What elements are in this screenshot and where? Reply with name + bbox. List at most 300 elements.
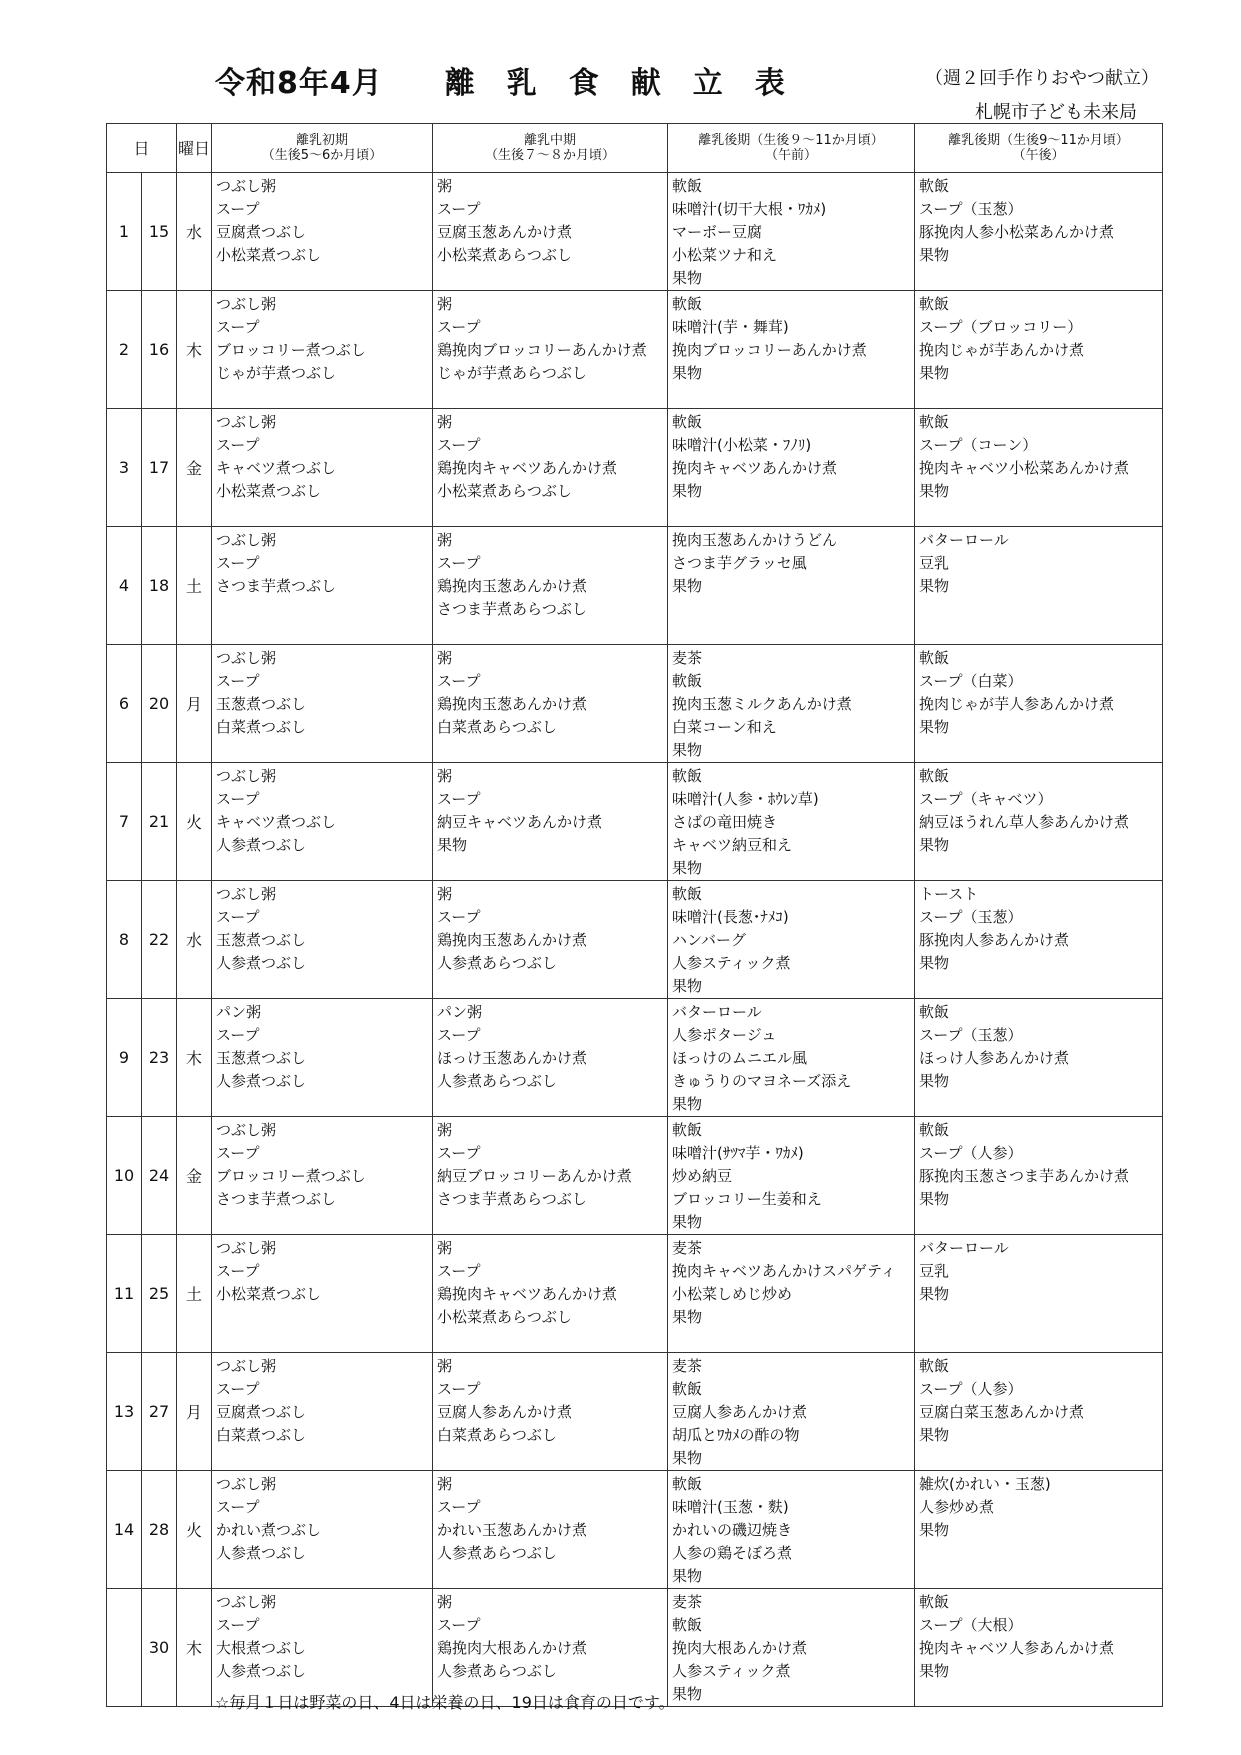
- menu-cell-late-am: [668, 999, 915, 1117]
- menu-item: 鶏挽肉キャベツあんかけ煮: [437, 459, 618, 477]
- row-weekday: 火: [177, 1471, 212, 1589]
- menu-item: じゃが芋煮つぶし: [216, 364, 337, 382]
- table-row: [107, 1117, 1163, 1235]
- menu-cell-late-pm: [915, 527, 1163, 645]
- menu-item: 鶏挽肉ブロッコリーあんかけ煮: [437, 341, 647, 359]
- menu-item: 鶏挽肉キャベツあんかけ煮: [437, 1285, 618, 1303]
- header-late-pm: [915, 124, 1163, 173]
- row-weekday: 金: [177, 1117, 212, 1235]
- menu-item: ほっけ人参あんかけ煮: [919, 1049, 1070, 1067]
- menu-item: スープ（コーン）: [919, 436, 1038, 454]
- menu-item: 味噌汁(長葱･ﾅﾒｺ): [672, 908, 789, 926]
- menu-item: パン粥: [216, 1003, 262, 1021]
- menu-cell-late-am: [668, 173, 915, 291]
- menu-item: スープ: [437, 436, 481, 454]
- menu-cell-early: [212, 645, 433, 763]
- menu-item: 果物: [919, 1190, 950, 1208]
- menu-item: 果物: [919, 1521, 950, 1539]
- row-weekday: 土: [177, 1235, 212, 1353]
- menu-item: 人参煮あらつぶし: [437, 1662, 557, 1680]
- menu-item: 粥: [437, 1593, 453, 1611]
- menu-item: 玉葱煮つぶし: [216, 931, 307, 949]
- menu-item: 軟飯: [672, 672, 703, 690]
- menu-item: 軟飯: [672, 295, 703, 313]
- row-number: 2: [107, 291, 142, 409]
- menu-item: 人参スティック煮: [672, 954, 791, 972]
- menu-item: 軟飯: [919, 295, 950, 313]
- menu-item: スープ: [437, 1498, 481, 1516]
- menu-item: マーボー豆腐: [672, 223, 763, 241]
- menu-item: 果物: [672, 977, 703, 995]
- menu-cell-early: [212, 1589, 433, 1707]
- menu-item: 鶏挽肉玉葱あんかけ煮: [437, 931, 588, 949]
- menu-item: さつま芋煮つぶし: [216, 577, 337, 595]
- menu-item: 人参煮あらつぶし: [437, 1072, 557, 1090]
- menu-item: バターロール: [919, 1239, 1009, 1257]
- menu-table: [106, 123, 1163, 1707]
- menu-item: 軟飯: [919, 413, 950, 431]
- menu-item: スープ（玉葱）: [919, 908, 1023, 926]
- menu-item: 挽肉玉葱ミルクあんかけ煮: [672, 695, 852, 713]
- menu-item: 雑炊(かれい・玉葱): [919, 1475, 1051, 1493]
- row-date: 17: [142, 409, 177, 527]
- page-title: 令和8年4月 離 乳 食 献 立 表: [215, 66, 786, 101]
- menu-item: 人参ポタージュ: [672, 1026, 777, 1044]
- table-row: [107, 527, 1163, 645]
- menu-cell-middle: [433, 1353, 668, 1471]
- row-number: [107, 1589, 142, 1707]
- menu-item: 軟飯: [672, 413, 703, 431]
- menu-item: スープ: [437, 1262, 481, 1280]
- menu-item: スープ: [216, 1026, 260, 1044]
- header-late-pm-title: 離乳後期（生後9～11か月頃）: [948, 133, 1129, 148]
- menu-item: 豚挽肉人参小松菜あんかけ煮: [919, 223, 1115, 241]
- menu-item: 粥: [437, 413, 453, 431]
- menu-item: つぶし粥: [216, 1121, 277, 1139]
- row-weekday: 木: [177, 291, 212, 409]
- menu-item: つぶし粥: [216, 1357, 277, 1375]
- menu-item: スープ（ブロッコリー）: [919, 318, 1083, 336]
- menu-item: 味噌汁(玉葱・麩): [672, 1498, 789, 1516]
- menu-item: 挽肉キャベツ小松菜あんかけ煮: [919, 459, 1130, 477]
- menu-item: 粥: [437, 885, 453, 903]
- menu-item: 人参スティック煮: [672, 1662, 791, 1680]
- row-number: 7: [107, 763, 142, 881]
- menu-item: 軟飯: [672, 1121, 703, 1139]
- menu-item: スープ: [216, 436, 260, 454]
- menu-item: 挽肉大根あんかけ煮: [672, 1639, 808, 1657]
- menu-item: スープ: [216, 672, 260, 690]
- table-row: [107, 1235, 1163, 1353]
- menu-item: 豚挽肉人参あんかけ煮: [919, 931, 1070, 949]
- menu-item: 果物: [672, 1567, 703, 1585]
- menu-cell-middle: [433, 645, 668, 763]
- menu-item: 軟飯: [672, 177, 703, 195]
- row-number: 6: [107, 645, 142, 763]
- menu-item: 果物: [672, 1449, 703, 1467]
- menu-item: ほっけのムニエル風: [672, 1049, 808, 1067]
- menu-item: つぶし粥: [216, 295, 277, 313]
- menu-item: 納豆キャベツあんかけ煮: [437, 813, 603, 831]
- menu-item: 粥: [437, 295, 453, 313]
- menu-item: 豆腐人参あんかけ煮: [672, 1403, 808, 1421]
- menu-item: 果物: [919, 577, 950, 595]
- menu-item: きゅうりのマヨネーズ添え: [672, 1072, 852, 1090]
- menu-cell-middle: [433, 1235, 668, 1353]
- menu-item: 麦茶: [672, 1357, 703, 1375]
- row-weekday: 水: [177, 881, 212, 999]
- menu-item: 人参煮つぶし: [216, 836, 307, 854]
- menu-item: 挽肉玉葱あんかけうどん: [672, 531, 838, 549]
- header-early: [212, 124, 433, 173]
- menu-cell-middle: [433, 763, 668, 881]
- menu-item: 挽肉ブロッコリーあんかけ煮: [672, 341, 867, 359]
- table-row: [107, 1353, 1163, 1471]
- menu-item: 胡瓜とﾜｶﾒの酢の物: [672, 1426, 800, 1444]
- menu-item: 軟飯: [919, 177, 950, 195]
- menu-item: スープ: [216, 200, 260, 218]
- menu-item: つぶし粥: [216, 767, 277, 785]
- menu-item: 人参煮つぶし: [216, 1072, 307, 1090]
- menu-item: 果物: [919, 836, 950, 854]
- menu-cell-early: [212, 291, 433, 409]
- menu-item: 麦茶: [672, 1593, 703, 1611]
- menu-item: 豆乳: [919, 1262, 950, 1280]
- header-row: [107, 124, 1163, 173]
- row-weekday: 火: [177, 763, 212, 881]
- menu-cell-early: [212, 1353, 433, 1471]
- menu-item: かれい煮つぶし: [216, 1521, 322, 1539]
- menu-item: スープ: [216, 1380, 260, 1398]
- menu-cell-late-am: [668, 527, 915, 645]
- menu-item: 小松菜ツナ和え: [672, 246, 778, 264]
- menu-cell-late-am: [668, 763, 915, 881]
- menu-item: 軟飯: [919, 1121, 950, 1139]
- menu-cell-early: [212, 881, 433, 999]
- menu-item: キャベツ納豆和え: [672, 836, 793, 854]
- table-row: [107, 173, 1163, 291]
- menu-cell-early: [212, 173, 433, 291]
- menu-cell-late-am: [668, 409, 915, 527]
- table-row: [107, 645, 1163, 763]
- menu-cell-late-pm: [915, 1589, 1163, 1707]
- row-weekday: 金: [177, 409, 212, 527]
- menu-item: さつま芋煮つぶし: [216, 1190, 337, 1208]
- menu-item: 小松菜煮つぶし: [216, 1285, 322, 1303]
- table-row: [107, 763, 1163, 881]
- menu-item: つぶし粥: [216, 1593, 277, 1611]
- menu-item: 軟飯: [919, 1357, 950, 1375]
- menu-item: 麦茶: [672, 649, 703, 667]
- menu-item: スープ: [216, 318, 260, 336]
- menu-item: 白菜煮つぶし: [216, 1426, 307, 1444]
- menu-item: スープ: [216, 790, 260, 808]
- header-late-am: [668, 124, 915, 173]
- menu-item: 味噌汁(切干大根・ﾜｶﾒ): [672, 200, 827, 218]
- header-late-am-title: 離乳後期（生後９～11か月頃）: [698, 133, 884, 148]
- menu-item: つぶし粥: [216, 1239, 277, 1257]
- menu-item: 豆乳: [919, 554, 950, 572]
- menu-item: スープ（人参）: [919, 1144, 1023, 1162]
- header-early-age: （生後5～6か月頃）: [261, 148, 383, 163]
- menu-cell-late-pm: [915, 1353, 1163, 1471]
- menu-item: スープ: [216, 1498, 260, 1516]
- menu-item: 軟飯: [672, 1475, 703, 1493]
- table-row: [107, 291, 1163, 409]
- menu-item: 炒め納豆: [672, 1167, 733, 1185]
- row-number: 4: [107, 527, 142, 645]
- menu-note: （週２回手作りおやつ献立）: [925, 68, 1159, 89]
- row-weekday: 土: [177, 527, 212, 645]
- row-date: 24: [142, 1117, 177, 1235]
- menu-item: 豚挽肉玉葱さつま芋あんかけ煮: [919, 1167, 1130, 1185]
- menu-item: スープ（玉葱）: [919, 200, 1023, 218]
- menu-cell-late-am: [668, 1471, 915, 1589]
- menu-item: 人参煮あらつぶし: [437, 954, 557, 972]
- menu-item: 鶏挽肉玉葱あんかけ煮: [437, 577, 588, 595]
- menu-item: スープ: [437, 554, 481, 572]
- menu-cell-late-pm: [915, 1471, 1163, 1589]
- row-number: 10: [107, 1117, 142, 1235]
- menu-item: 果物: [919, 246, 950, 264]
- menu-item: 果物: [672, 741, 703, 759]
- menu-item: スープ: [437, 1616, 481, 1634]
- menu-cell-late-pm: [915, 645, 1163, 763]
- menu-item: 玉葱煮つぶし: [216, 1049, 307, 1067]
- menu-item: 人参の鶏そぼろ煮: [672, 1544, 793, 1562]
- menu-item: バターロール: [672, 1003, 762, 1021]
- table-row: [107, 1589, 1163, 1707]
- menu-item: スープ（玉葱）: [919, 1026, 1023, 1044]
- menu-cell-early: [212, 1235, 433, 1353]
- menu-item: スープ（大根）: [919, 1616, 1023, 1634]
- menu-item: 豆腐玉葱あんかけ煮: [437, 223, 573, 241]
- menu-item: 人参煮あらつぶし: [437, 1544, 557, 1562]
- menu-item: 果物: [437, 836, 468, 854]
- menu-item: 小松菜煮つぶし: [216, 482, 322, 500]
- menu-item: スープ（白菜）: [919, 672, 1023, 690]
- menu-item: 果物: [672, 364, 703, 382]
- menu-item: パン粥: [437, 1003, 483, 1021]
- menu-item: 味噌汁(芋・舞茸): [672, 318, 789, 336]
- menu-cell-middle: [433, 1471, 668, 1589]
- menu-item: 味噌汁(小松菜・ﾌﾉﾘ): [672, 436, 812, 454]
- menu-item: 果物: [919, 364, 950, 382]
- row-weekday: 月: [177, 645, 212, 763]
- menu-item: スープ: [216, 1144, 260, 1162]
- menu-body: [107, 173, 1163, 1707]
- row-number: 3: [107, 409, 142, 527]
- menu-item: 果物: [672, 577, 703, 595]
- menu-cell-late-pm: [915, 1117, 1163, 1235]
- menu-item: 果物: [919, 718, 950, 736]
- menu-item: 軟飯: [919, 1593, 950, 1611]
- menu-item: ハンバーグ: [672, 931, 746, 949]
- row-number: 11: [107, 1235, 142, 1353]
- menu-cell-late-pm: [915, 1235, 1163, 1353]
- menu-item: 粥: [437, 649, 453, 667]
- menu-item: 白菜煮あらつぶし: [437, 1426, 557, 1444]
- menu-cell-middle: [433, 291, 668, 409]
- menu-item: スープ（人参）: [919, 1380, 1023, 1398]
- menu-item: トースト: [919, 885, 979, 903]
- menu-item: 粥: [437, 531, 453, 549]
- menu-item: 軟飯: [672, 1380, 703, 1398]
- menu-item: 挽肉キャベツ人参あんかけ煮: [919, 1639, 1115, 1657]
- menu-item: じゃが芋煮あらつぶし: [437, 364, 587, 382]
- menu-item: かれいの磯辺焼き: [672, 1521, 793, 1539]
- menu-item: 軟飯: [672, 1616, 703, 1634]
- menu-cell-late-pm: [915, 291, 1163, 409]
- menu-item: 果物: [919, 1285, 950, 1303]
- row-weekday: 水: [177, 173, 212, 291]
- header-middle: [433, 124, 668, 173]
- menu-item: 果物: [919, 1662, 950, 1680]
- menu-item: 納豆ブロッコリーあんかけ煮: [437, 1167, 632, 1185]
- table-row: [107, 409, 1163, 527]
- menu-item: 納豆ほうれん草人参あんかけ煮: [919, 813, 1130, 831]
- header-middle-title: 離乳中期: [524, 133, 577, 148]
- header-late-pm-time: （午後）: [1012, 148, 1065, 163]
- menu-item: 粥: [437, 1239, 453, 1257]
- menu-item: 小松菜煮あらつぶし: [437, 246, 572, 264]
- menu-cell-late-am: [668, 1235, 915, 1353]
- row-date: 18: [142, 527, 177, 645]
- menu-item: 鶏挽肉玉葱あんかけ煮: [437, 695, 588, 713]
- menu-item: 果物: [672, 1685, 703, 1703]
- menu-cell-middle: [433, 409, 668, 527]
- menu-item: つぶし粥: [216, 413, 277, 431]
- header-weekday: 曜日: [177, 124, 212, 173]
- menu-item: 人参煮つぶし: [216, 1662, 307, 1680]
- menu-item: つぶし粥: [216, 885, 277, 903]
- menu-item: つぶし粥: [216, 531, 277, 549]
- menu-item: スープ: [437, 200, 481, 218]
- menu-item: スープ: [437, 318, 481, 336]
- menu-item: ブロッコリー生姜和え: [672, 1190, 822, 1208]
- menu-item: ブロッコリー煮つぶし: [216, 1167, 366, 1185]
- menu-item: キャベツ煮つぶし: [216, 813, 337, 831]
- menu-item: 人参炒め煮: [919, 1498, 995, 1516]
- menu-item: 果物: [672, 1308, 703, 1326]
- row-weekday: 月: [177, 1353, 212, 1471]
- menu-item: 味噌汁(ｻﾂﾏ芋・ﾜｶﾒ): [672, 1144, 804, 1162]
- menu-cell-middle: [433, 999, 668, 1117]
- menu-item: 果物: [672, 1095, 703, 1113]
- menu-item: 果物: [672, 1213, 703, 1231]
- row-date: 30: [142, 1589, 177, 1707]
- menu-cell-middle: [433, 173, 668, 291]
- menu-item: スープ: [437, 790, 481, 808]
- row-date: 27: [142, 1353, 177, 1471]
- menu-item: 果物: [919, 482, 950, 500]
- row-date: 21: [142, 763, 177, 881]
- menu-item: 粥: [437, 1121, 453, 1139]
- menu-cell-early: [212, 527, 433, 645]
- menu-item: スープ: [437, 672, 481, 690]
- header-middle-age: （生後７～８か月頃）: [485, 148, 616, 163]
- menu-item: 粥: [437, 177, 453, 195]
- menu-item: スープ: [216, 908, 260, 926]
- menu-item: 果物: [919, 1426, 950, 1444]
- menu-cell-early: [212, 409, 433, 527]
- menu-item: 小松菜煮つぶし: [216, 246, 322, 264]
- menu-item: 豆腐人参あんかけ煮: [437, 1403, 573, 1421]
- menu-item: 果物: [672, 859, 703, 877]
- menu-item: 味噌汁(人参・ﾎｳﾚﾝ草): [672, 790, 819, 808]
- menu-item: 大根煮つぶし: [216, 1639, 307, 1657]
- menu-item: ブロッコリー煮つぶし: [216, 341, 366, 359]
- menu-item: 豆腐煮つぶし: [216, 1403, 307, 1421]
- menu-item: 挽肉キャベツあんかけ煮: [672, 459, 838, 477]
- menu-item: つぶし粥: [216, 649, 277, 667]
- menu-cell-late-am: [668, 1589, 915, 1707]
- menu-cell-late-pm: [915, 763, 1163, 881]
- row-number: 13: [107, 1353, 142, 1471]
- row-date: 16: [142, 291, 177, 409]
- menu-cell-late-pm: [915, 409, 1163, 527]
- menu-item: 人参煮つぶし: [216, 954, 307, 972]
- menu-item: 挽肉じゃが芋あんかけ煮: [919, 341, 1085, 359]
- menu-item: つぶし粥: [216, 1475, 277, 1493]
- menu-item: 鶏挽肉大根あんかけ煮: [437, 1639, 588, 1657]
- menu-item: バターロール: [919, 531, 1009, 549]
- menu-cell-early: [212, 763, 433, 881]
- menu-cell-middle: [433, 1589, 668, 1707]
- menu-item: 小松菜煮あらつぶし: [437, 482, 572, 500]
- menu-cell-early: [212, 1471, 433, 1589]
- menu-item: 挽肉じゃが芋人参あんかけ煮: [919, 695, 1115, 713]
- menu-item: スープ: [216, 554, 260, 572]
- header-early-title: 離乳初期: [296, 133, 349, 148]
- menu-item: 軟飯: [672, 885, 703, 903]
- menu-item: 軟飯: [672, 767, 703, 785]
- menu-item: つぶし粥: [216, 177, 277, 195]
- menu-item: 挽肉キャベツあんかけスパゲティ: [672, 1262, 896, 1280]
- menu-item: 軟飯: [919, 649, 950, 667]
- menu-item: スープ: [437, 1380, 481, 1398]
- menu-item: スープ: [216, 1262, 260, 1280]
- menu-cell-late-am: [668, 291, 915, 409]
- menu-cell-late-am: [668, 881, 915, 999]
- footer-note: ☆毎月１日は野菜の日、4日は栄養の日、19日は食育の日です。: [215, 1693, 675, 1712]
- menu-item: スープ: [437, 1026, 481, 1044]
- menu-item: 粥: [437, 1357, 453, 1375]
- row-date: 28: [142, 1471, 177, 1589]
- menu-item: 果物: [919, 1072, 950, 1090]
- menu-item: 小松菜煮あらつぶし: [437, 1308, 572, 1326]
- menu-item: 白菜コーン和え: [672, 718, 777, 736]
- row-number: 14: [107, 1471, 142, 1589]
- row-weekday: 木: [177, 1589, 212, 1707]
- menu-item: スープ: [437, 908, 481, 926]
- menu-item: 軟飯: [919, 767, 950, 785]
- menu-item: 果物: [919, 954, 950, 972]
- row-date: 22: [142, 881, 177, 999]
- menu-item: さつま芋煮あらつぶし: [437, 1190, 587, 1208]
- menu-item: 人参煮つぶし: [216, 1544, 307, 1562]
- table-row: [107, 999, 1163, 1117]
- menu-cell-late-pm: [915, 881, 1163, 999]
- table-row: [107, 1471, 1163, 1589]
- menu-cell-middle: [433, 881, 668, 999]
- menu-cell-late-am: [668, 645, 915, 763]
- menu-cell-late-am: [668, 1353, 915, 1471]
- menu-item: さつま芋煮あらつぶし: [437, 600, 587, 618]
- menu-item: かれい玉葱あんかけ煮: [437, 1521, 588, 1539]
- row-weekday: 木: [177, 999, 212, 1117]
- menu-item: 白菜煮あらつぶし: [437, 718, 557, 736]
